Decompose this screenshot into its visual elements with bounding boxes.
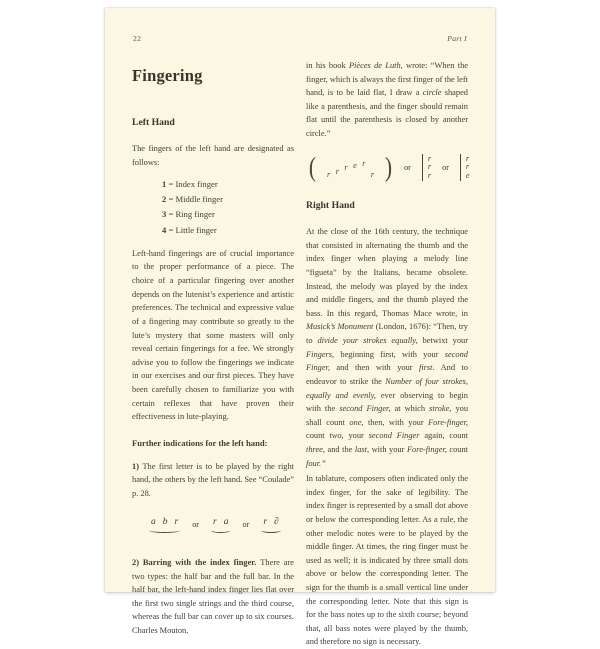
tablature-group — [260, 515, 281, 534]
right-column — [306, 43, 468, 649]
tablature-group — [148, 515, 181, 534]
stacked-tab-letters — [460, 154, 470, 182]
close-parenthesis: ) — [384, 152, 393, 183]
right-hand-paragraph-1: At the close of the 16th century, the technique that consisted in alternating the thumb and the index finger when playing a melody line “figueta” by the Italians, became obsolete. Instead, the melody was played by the index and middle fingers, and the thumb played the bass. In this regard, Thomas Mace wrote, in Musick’s Monument (London, 1676): “Then, try to divide your strokes equally, betwixt your Fingers, beginning first, with your second Finger, and then with your first. And to endeavor to strike the Number of four strokes, equally and evenly, ever observing to begin with the second Finger, at which stroke, you shall count one, then, with your Fore-finger, count two, your second Finger again, count three, and the last, with your Fore-finger, count four.” — [306, 227, 469, 468]
tab-letter: r — [465, 162, 470, 172]
tab-letter: a — [223, 516, 229, 527]
page-number: 22 — [133, 34, 142, 43]
indication-item-1: 1) The first letter is to be played by the right hand, the others by the left hand. See “Coulade” p. 28. — [132, 461, 294, 498]
list-item: 3 = Ring finger — [162, 209, 215, 220]
tab-letter: r — [344, 162, 348, 172]
book-page — [105, 8, 495, 647]
parenthesis-notation-figure — [308, 154, 468, 182]
tab-letter: r — [427, 153, 432, 163]
tab-letter: r — [335, 166, 339, 176]
tab-letter: r — [263, 516, 268, 527]
arched-tab-letters — [326, 158, 375, 179]
tab-letter: e — [353, 160, 357, 170]
indication-item-2: 2) Barring with the index finger. There are two types: the half bar and the full bar. In the half bar, the left-hand index finger lies flat over the first two single strings and the third course, whereas the full bar can cover up to six courses. Charles Mouton, — [132, 557, 294, 635]
tab-letter: e — [465, 170, 470, 180]
tab-letter: r — [327, 169, 331, 179]
fingerings-paragraph: Left-hand fingerings are of crucial importance to the proper performance of a piece. The choice of a particular fingering over another depends on the lutenist’s experience and artistic preferences. The technical and expressive value of a fingering may contribute so greatly to the lute’s mystery that some masters will only reveal certain fingerings for a fee. We strongly advise you to follow the fingerings we indicate in our exercises and our first pieces. They have been carefully chosen to familiarize you with certain reflexes that have proven their effectiveness in lute-playing. — [132, 248, 294, 422]
tab-letter: r — [174, 516, 179, 527]
right-hand-heading: Right Hand — [306, 200, 355, 212]
tab-letter: r — [427, 170, 432, 180]
list-item: 2 = Middle finger — [162, 193, 223, 204]
tablature-group — [210, 515, 231, 534]
finger-designation-list — [162, 177, 294, 238]
left-hand-heading: Left Hand — [132, 116, 175, 128]
part-label: Part I — [447, 34, 467, 43]
slur-mark — [261, 528, 280, 533]
chapter-title: Fingering — [132, 66, 203, 85]
or-separator: or — [404, 162, 411, 172]
tab-letter: r — [427, 162, 432, 172]
list-item: 1 = Index finger — [162, 178, 218, 189]
further-indications-heading: Further indications for the left hand: — [132, 437, 268, 448]
stacked-tab-letters — [422, 154, 431, 182]
tab-letter: b — [162, 516, 168, 527]
list-item: 4 = Little finger — [162, 224, 217, 235]
tab-letter: r — [465, 153, 470, 163]
or-separator: or — [192, 519, 200, 529]
tablature-slur-examples — [148, 515, 294, 534]
tab-letter: r — [213, 516, 217, 527]
intro-sentence: The fingers of the left hand are designated as follows: — [132, 144, 294, 168]
mouton-quote-paragraph: in his book Pièces de Luth, wrote: “When the finger, which is always the first finger of the left hand, is to be laid flat, I draw a circle shaped like a parenthesis, and the finger should remain flat until the parenthesis is closed by another circle.” — [306, 61, 468, 139]
or-separator: or — [242, 519, 250, 529]
right-hand-paragraph-2: In tablature, composers often indicated only the index finger, for the sake of legibility. The index finger is represented by a small dot above or below the corresponding letter. As a rule, the other melodic notes were to be played by the middle finger. At times, the ring finger must be used as well; it is indicated by three small dots above or below the corresponding letter. The sign for the thumb is a small vertical line under the corresponding letter. Note that this sign is for the bass notes up to the sixth course; beyond that, all bass notes were played by the thumb, and therefore no sign is necessary. — [306, 474, 468, 647]
open-parenthesis: ( — [308, 152, 317, 183]
left-column — [132, 43, 294, 649]
running-head — [105, 8, 495, 43]
tab-letter: ∂ — [274, 516, 279, 527]
two-column-layout — [105, 43, 495, 649]
tab-letter: r — [362, 158, 366, 168]
tab-letter: a — [151, 516, 156, 527]
slur-mark — [211, 528, 230, 533]
slur-mark — [149, 528, 180, 533]
tab-letter: r — [370, 169, 375, 179]
or-separator: or — [442, 162, 449, 172]
